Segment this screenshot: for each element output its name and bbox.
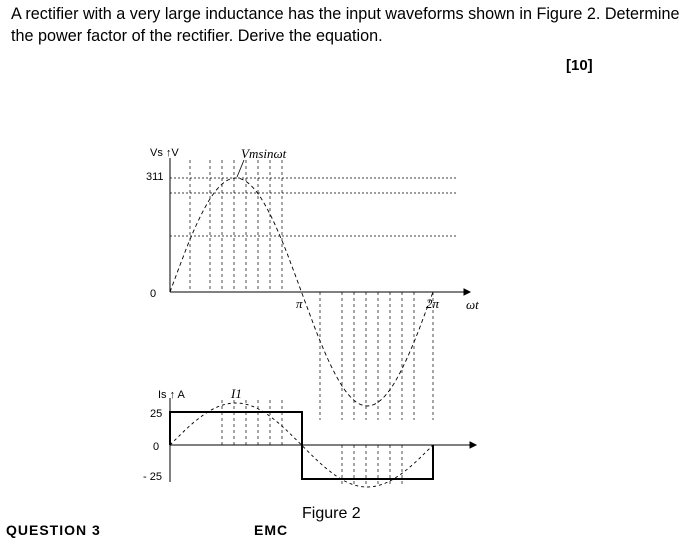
question-text: A rectifier with a very large inductance has the input waveforms shown in Figure 2. Determine the power factor of the rectifier. Derive the equation. <box>11 5 680 45</box>
voltage-curve-label: Vmsinωt <box>241 146 287 161</box>
x-tick-pi: π <box>296 296 303 311</box>
current-tick-zero: 0 <box>153 441 160 453</box>
current-tick-25: 25 <box>150 408 163 420</box>
current-fundamental-label: I1 <box>231 386 242 401</box>
voltage-tick-zero: 0 <box>150 288 157 300</box>
voltage-plot <box>170 158 470 420</box>
curve-label-pointer <box>237 160 244 177</box>
next-section-heading: EMC <box>254 522 289 538</box>
current-tick-minus25: - 25 <box>143 471 162 483</box>
x-tick-2pi: 2π <box>426 296 440 311</box>
voltage-gridlines-negative <box>320 292 433 420</box>
next-question-heading: QUESTION 3 <box>6 522 101 538</box>
voltage-gridlines-positive <box>190 160 282 292</box>
current-x-arrow <box>470 442 476 448</box>
voltage-axis-label: Vs ↑V <box>150 147 179 159</box>
voltage-x-arrow <box>464 289 470 295</box>
x-axis-label: ωt <box>466 297 479 312</box>
voltage-tick-311: 311 <box>146 171 164 183</box>
figure-caption: Figure 2 <box>302 505 361 522</box>
current-axis-label: Is ↑ A <box>158 389 185 401</box>
marks-label: [10] <box>566 57 593 74</box>
current-plot <box>170 398 476 487</box>
